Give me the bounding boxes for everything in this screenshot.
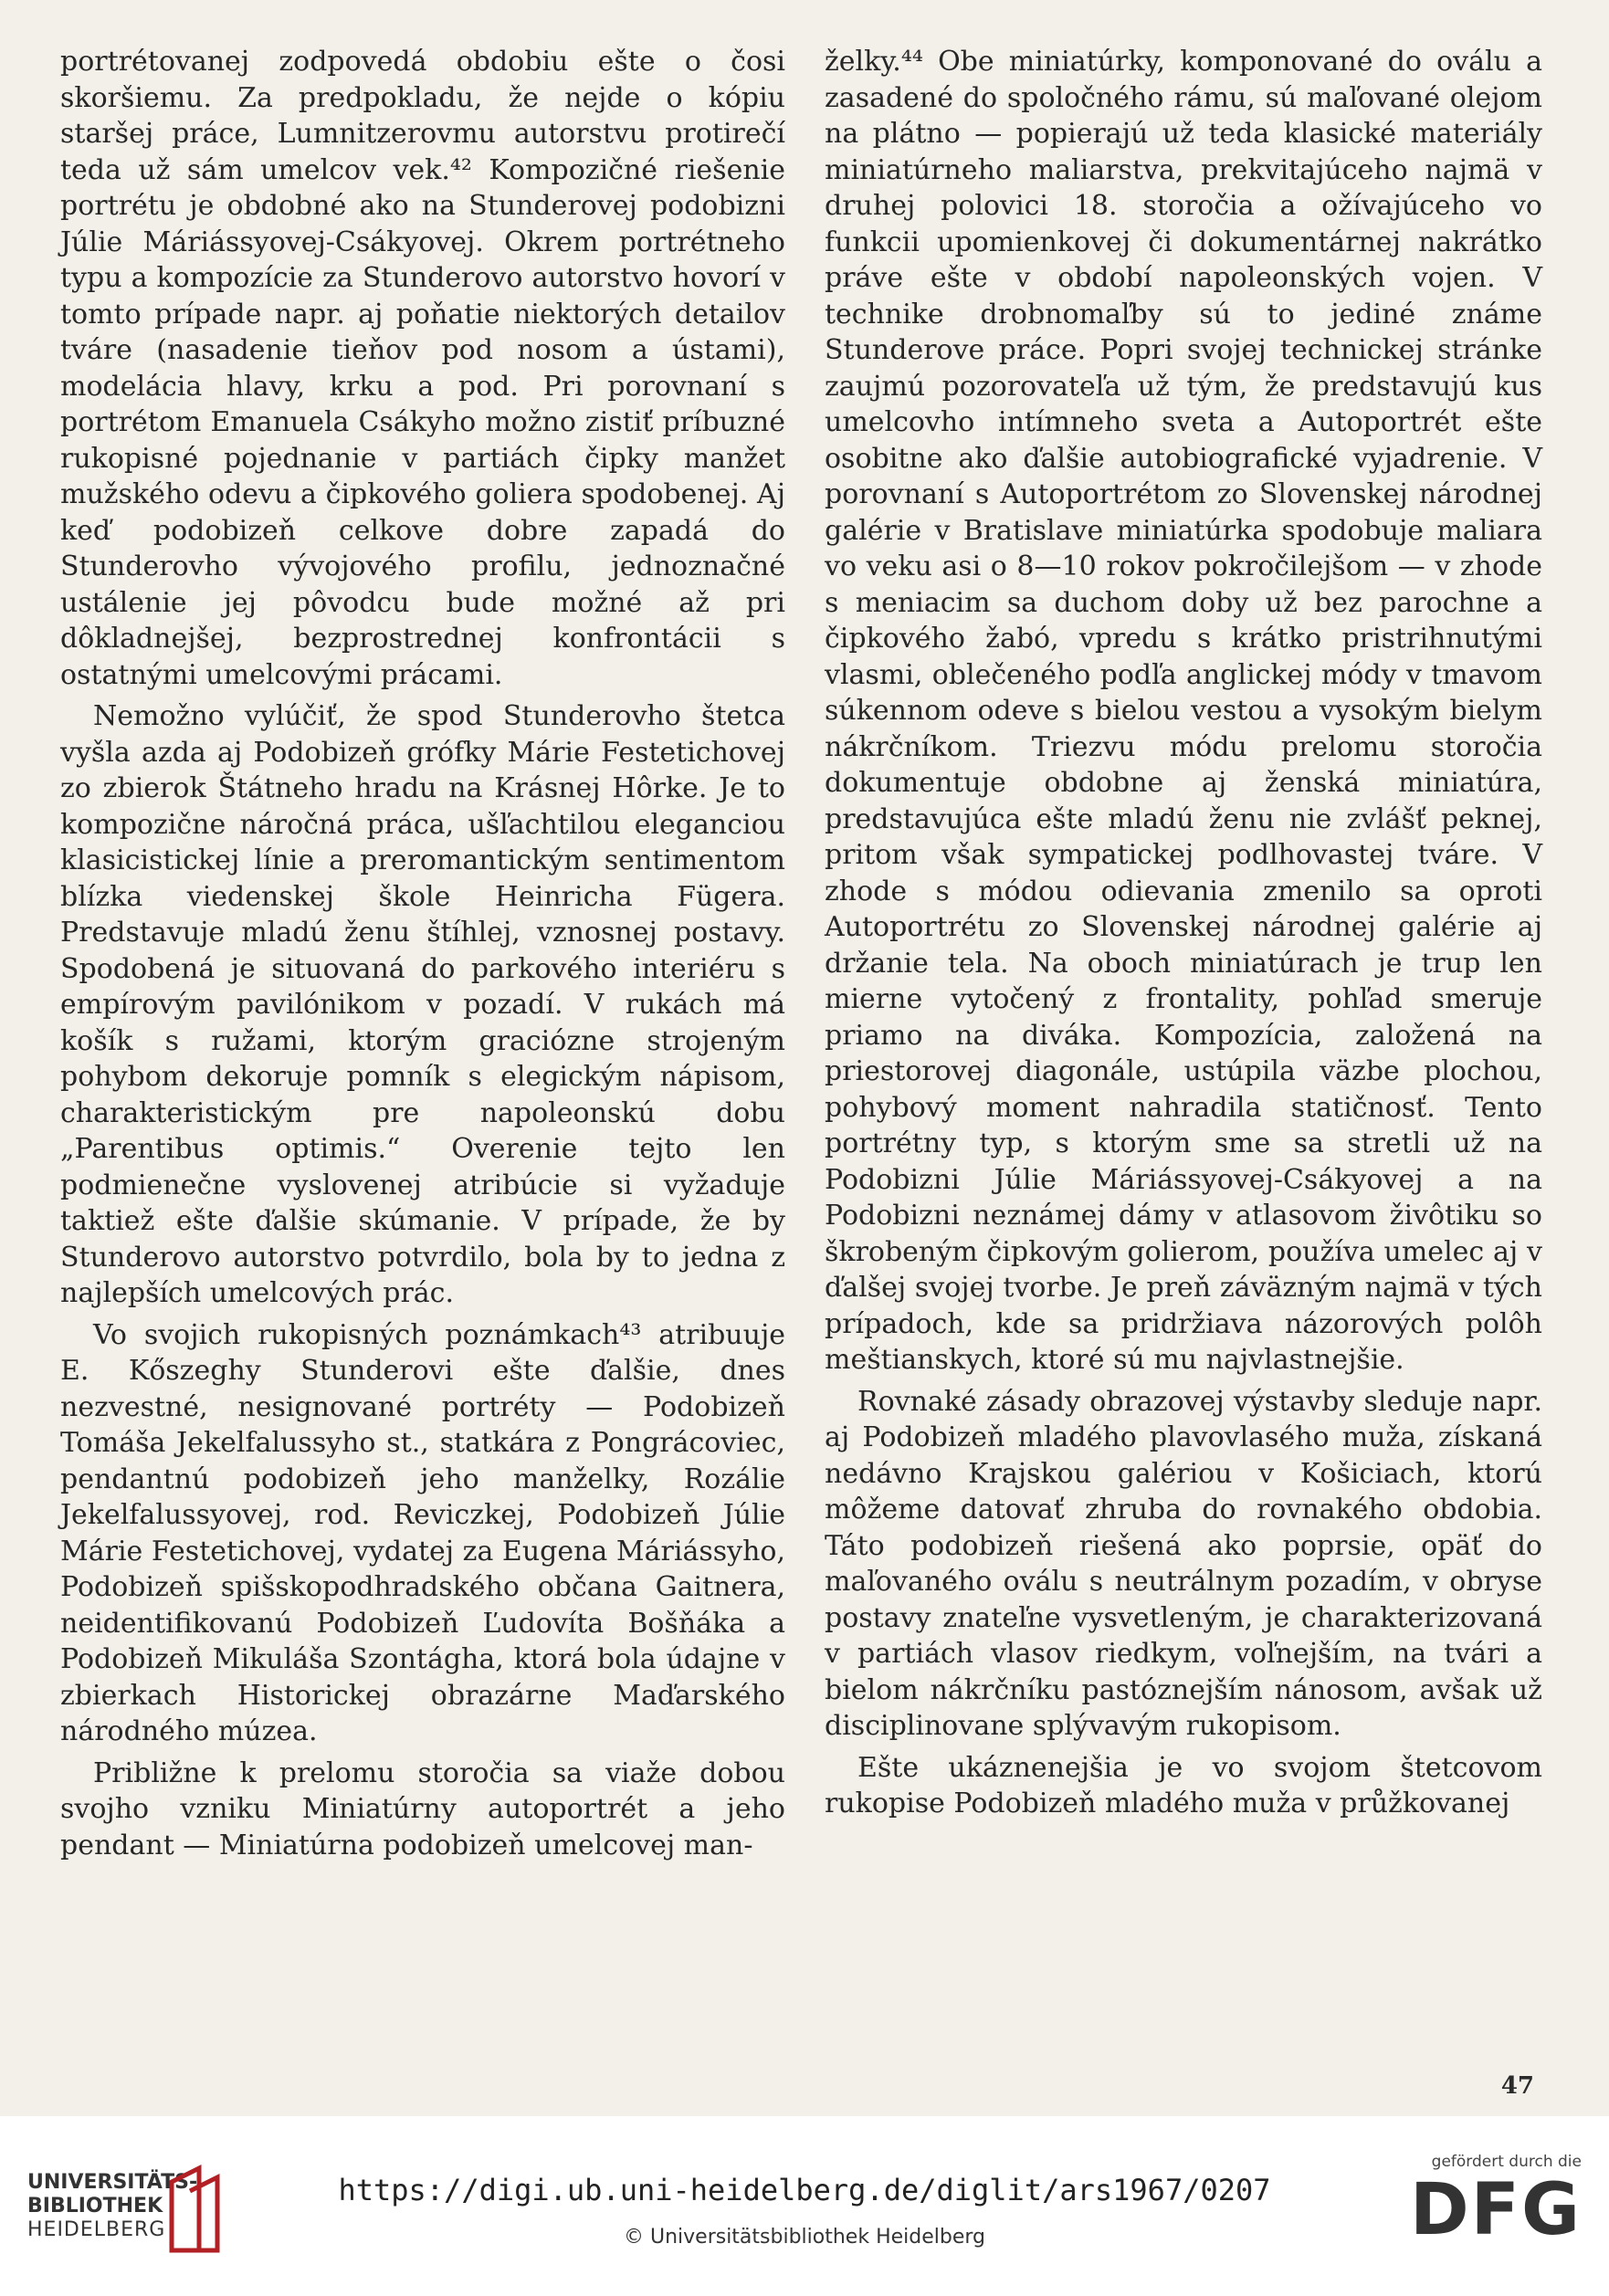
left-text-column xyxy=(60,44,785,1863)
paragraph: Vo svojich rukopisných poznámkach⁴³ atribuuje E. Kőszeghy Stunderovi ešte ďalšie, dnes nezvestné, nesignované portréty — Podobizeň Tomáša Jekelfalussyho st., statkára z Pongrácoviec, pendantnú podobizeň jeho manželky, Rozálie Jekelfalussyovej, rod. Reviczkej, Podobizeň Júlie Márie Festetichovej, vydatej za Eugena Máriássyho, Podobizeň spišskopodhradského občana Gaitnera, neidentifikovanú Podobizeň Ľudovíta Bošňáka a Podobizeň Mikuláša Szontágha, ktorá bola údajne v zbierkach Historickej obrazárne Maďarského národného múzea. xyxy=(60,1318,785,1747)
dfg-logo[interactable] xyxy=(1399,2153,1582,2262)
footer-bar xyxy=(0,2116,1609,2296)
page-number: 47 xyxy=(1500,2072,1534,2100)
paragraph: Ešte ukáznenejšia je vo svojom štetcovom rukopise Podobizeň mladého muža v průžkovanej xyxy=(825,1751,1542,1819)
paragraph: Nemožno vylúčiť, že spod Stunderovho štetca vyšla azda aj Podobizeň grófky Márie Festetichovej zo zbierok Štátneho hradu na Krásnej Hôrke. Je to kompozične náročná práca, ušľachtilou eleganciou klasicistickej línie a preromantickým sentimentom blízka viedenskej škole Heinricha Fügera. Predstavuje mladú ženu štíhlej, vznosnej postavy. Spodobená je situovaná do parkového interiéru s empírovým pavilónikom v pozadí. V rukách má košík s ružami, ktorým graciózne strojeným pohybom dekoruje pomník s elegickým nápisom, charakteristickým pre napoleonskú dobu „Parentibus optimis.“ Overenie tejto len podmienečne vyslovenej atribúcie si vyžaduje taktiež ešte ďalšie skúmanie. V prípade, že by Stunderovo autorstvo potvrdilo, bola by to jedna z najlepších umelcových prác. xyxy=(60,700,785,1309)
funding-note: gefördert durch die xyxy=(1431,2153,1582,2171)
paragraph: želky.⁴⁴ Obe miniatúrky, komponované do oválu a zasadené do spoločného rámu, sú maľované olejom na plátno — popierajú už teda klasické materiály miniatúrneho maliarstva, prekvitajúceho najmä v druhej polovici 18. storočia a ožívajúceho vo funkcii upomienkovej či dokumentárnej nakrátko práve ešte v období napoleonských vojen. V technike drobnomaľby sú to jediné známe Stunderove práce. Popri svojej technickej stránke zaujmú pozorovateľa už tým, že predstavujú kus umelcovho intímneho sveta a Autoportrét ešte osobitne ako ďalšie autobiografické vyjadrenie. V porovnaní s Autoportrétom zo Slovenskej národnej galérie v Bratislave miniatúrka spodobuje maliara vo veku asi o 8—10 rokov pokročilejšom — v zhode s meniacim sa duchom doby už bez parochne a čipkového žabó, vpredu s krátko pristrihnutými vlasmi, oblečeného podľa anglickej módy v tmavom súkennom odeve s bielou vestou a vysokým bielym nákrčníkom. Triezvu módu prelomu storočia dokumentuje obdobne aj ženská miniatúra, predstavujúca ešte mladú ženu nie zvlášť peknej, pritom však sympatickej podlhovastej tváre. V zhode s módou odievania zmenilo sa oproti Autoportrétu zo Slovenskej národnej galérie aj držanie tela. Na oboch miniatúrach je trup len mierne vytočený z frontality, pohľad smeruje priamo na diváka. Kompozícia, založená na priestorovej diagonále, ustúpila väzbe plochou, pohybový moment nahradila statičnosť. Tento portrétny typ, s ktorým sme sa stretli už na Podobizni Júlie Máriássyovej-Csákyovej a na Podobizni neznámej dámy v atlasovom živôtiku so škrobeným čipkovým golierom, používa umelec aj v ďalšej svojej tvorbe. Je preň záväzným najmä v tých prípadoch, kde sa pridržiava názorových polôh meštianskych, ktoré sú mu najvlastnejšie. xyxy=(825,46,1542,1376)
library-name-line: BIBLIOTHEK xyxy=(27,2195,163,2217)
library-name-line: UNIVERSITÄTS- xyxy=(27,2171,198,2194)
paragraph: portrétovanej zodpovedá obdobiu ešte o čosi skoršiemu. Za predpokladu, že nejde o kópiu staršej práce, Lumnitzerovmu autorstvu protirečí teda už sám umelcov vek.⁴² Kompozičné riešenie portrétu je obdobné ako na Stunderovej podobizni Júlie Máriássyovej-Csákyovej. Okrem portrétneho typu a kompozície za Stunderovo autorstvo hovorí v tomto prípade napr. aj poňatie niektorých detailov tváre (nasadenie tieňov pod nosom a ústami), modelácia hlavy, krku a pod. Pri porovnaní s portrétom Emanuela Csákyho možno zistiť príbuzné rukopisné pojednanie v partiách čipky manžet mužského odevu a čipkového goliera spodobenej. Aj keď podobizeň celkove dobre zapadá do Stunderovho vývojového profilu, jednoznačné ustálenie jej pôvodcu bude možné až pri dôkladnejšej, bezprostrednej konfrontácii s ostatnými umelcovými prácami. xyxy=(60,46,785,691)
document-url-link[interactable]: https://digi.ub.uni-heidelberg.de/diglit/ars1967/0207 xyxy=(338,2173,1271,2207)
paragraph: Približne k prelomu storočia sa viaže dobou svojho vzniku Miniatúrny autoportrét a jeho pendant — Miniatúrna podobizeň umelcovej man- xyxy=(60,1756,785,1861)
paragraph: Rovnaké zásady obrazovej výstavby sleduje napr. aj Podobizeň mladého plavovlasého muža, získaná nedávno Krajskou galériou v Košiciach, ktorú môžeme datovať zhruba do rovnakého obdobia. Táto podobizeň riešená ako poprsie, opäť do maľovaného oválu s neutrálnym pozadím, v obryse postavy znateľne vysvetleným, je charakterizovaná v partiách vlasov riedkym, voľnejším, na tvári a bielom nákrčníku pastóznejším nánosom, avšak už disciplinovane splývavým rukopisom. xyxy=(825,1385,1542,1742)
library-name-line: HEIDELBERG xyxy=(27,2218,166,2241)
copyright-notice: © Universitätsbibliothek Heidelberg xyxy=(623,2226,985,2249)
right-text-column xyxy=(825,44,1542,1822)
dfg-wordmark: DFG xyxy=(1409,2169,1582,2251)
